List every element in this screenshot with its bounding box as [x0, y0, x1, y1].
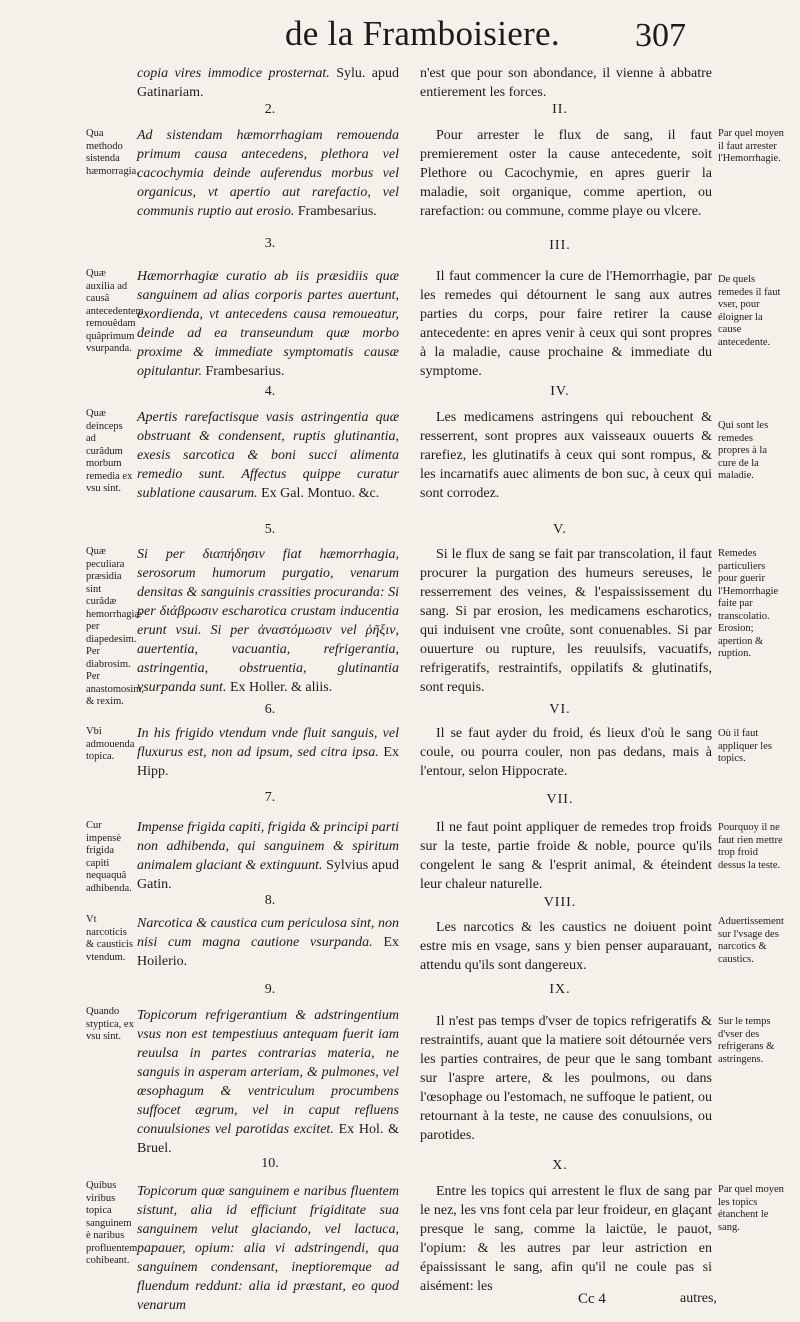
latin-section-10 [137, 1182, 399, 1315]
latin-text-9: Topicorum refrigerantium & adstringentium vsus non est tempestiuus antequam fuerit iam reuulsa in partes contrarias materia, ne sanguis in asperam arteriam, & pulmones, vel œsophagum & ventriculum procumbens suffocet ægrum, vel in caput refluens conuulsiones vel parotidas excitet. [137, 1008, 399, 1137]
latin-source-3: Frambesarius. [201, 364, 285, 379]
left-marginal-note: Quæ peculiara præsidia sint curâdæ hemorrhagiæ per diapedesim. Per diabrosim. Per anastomosim, & rexim. [86, 546, 145, 707]
signature-mark: Cc 4 [578, 1291, 606, 1307]
latin-number-7: 7. [264, 790, 276, 805]
left-marginal-note: Vt narcoticis & causticis vtendum. [86, 914, 133, 963]
french-number-5: V. [553, 522, 567, 537]
latin-source-2: Frambesarius. [294, 204, 377, 219]
latin-number-6: 6. [264, 702, 276, 717]
french-number-9: IX. [549, 982, 571, 997]
french-number-6: VI. [549, 702, 571, 717]
latin-number-3: 3. [264, 236, 276, 251]
latin-intro-text: copia vires immodice prosternat. [137, 66, 330, 81]
latin-source-5: Ex Holler. & aliis. [226, 680, 333, 695]
left-marginal-note: Cur impensè frigida capiti nequaquâ adhibenda. [86, 820, 132, 894]
latin-source-4: Ex Gal. Montuo. &c. [257, 486, 380, 501]
latin-text-3: Hæmorrhagiæ curatio ab iis præsidiis quæ sanguinem ad alias corporis partes auertunt, exordienda, vt antecedens causa remoueatur, deinde ad ea transeundum quæ morbo proxime & immediate symptomatis causæ opitulantur. [137, 269, 399, 379]
latin-number-8: 8. [264, 893, 276, 908]
latin-number-9: 9. [264, 982, 276, 997]
right-marginal-note: Aduertissement sur l'vsage des narcotics & caustics. [718, 916, 784, 965]
french-section-7: Il ne faut point appliquer de remedes trop froids sur la teste, partie froide & noble, pource qu'ils congelent le sang & l'esprit animal, & éteindent leur chaleur naturelle. [420, 820, 712, 892]
left-marginal-note: Qua methodo sistenda hæmorragia. [86, 128, 139, 177]
catchword: autres, [680, 1291, 717, 1306]
latin-number-4: 4. [264, 384, 276, 399]
french-number-3: III. [549, 238, 571, 253]
right-marginal-note: Où il faut appliquer les topics. [718, 728, 772, 764]
left-marginal-note: Quæ auxilia ad causâ antecedentem remouêdam quâprimum vsurpanda. [86, 268, 144, 354]
right-marginal-note: Pourquoy il ne faut rien mettre trop froid dessus la teste. [718, 822, 783, 871]
french-section-5: Si le flux de sang se fait par transcolation, il faut procurer la purgation des humeurs sereuses, le resserrement des veines, & l'espaississement du sang. Si par erosion, les medicamens escharotics, qui induisent vne croûte, sont conuenables. Si par ouuerture ou rupture, les reuulsifs, vacuatifs, refrigeratifs, restraintifs, oppilatifs & glutinatifs, sont requis. [420, 547, 712, 695]
latin-source-8: Ex Hoilerio. [137, 935, 399, 969]
latin-number-5: 5. [264, 522, 276, 537]
french-section-3: Il faut commencer la cure de l'Hemorrhagie, par les remedes qui détournent le sang aux autres parties du corps, pour faire retirer la cause antecedente: en apres venir à ceux qui sont propres à la maladie, cause prochaine & immediate du symptome. [420, 269, 712, 379]
latin-text-4: Apertis rarefactisque vasis astringentia quæ obstruant & condensent, ruptis glutinantia, exesis sarcotica & boni succi alimenta remedio sunt. Affectus quippe curatur sublatione causarum. [137, 410, 399, 501]
latin-text-10: Topicorum quæ sanguinem e naribus fluentem sistunt, alia id efficiunt frigiditate sua sanguinem velut glaciando, vel lactuca, papauer, opium: alia vi adstringendi, qua sanguinem condensant, ineptioremque ad fluendum reddunt: alia id præstant, eo quod venarum [137, 1184, 399, 1313]
running-title: de la Framboisiere. [285, 14, 560, 53]
latin-section-8 [137, 914, 399, 971]
latin-section-4 [137, 408, 399, 503]
right-marginal-note: Qui sont les remedes propres à la cure de la maladie. [718, 420, 769, 481]
latin-number-2: 2. [264, 102, 276, 117]
latin-intro [137, 64, 399, 102]
latin-section-3 [137, 267, 399, 381]
left-marginal-note: Quæ deinceps ad curâdum morbum remedia ex vsu sint. [86, 408, 133, 494]
french-number-2: II. [552, 102, 568, 117]
french-section-4: Les medicamens astringens qui rebouchent & resserrent, sont propres aux vaisseaux ouuerts & rarefiez, les glutinatifs à ceux qui sont rompus, & les incarnatifs auec aliments de bon suc, à ceux qui sont corrodez. [420, 410, 712, 501]
latin-intro-source: Sylu. apud Gatinariam. [137, 66, 400, 100]
latin-section-7 [137, 818, 399, 894]
latin-text-7: Impense frigida capiti, frigida & principi parti non adhibenda, qui sanguinem & spiritum animalem glaciant & extinguunt. [137, 820, 399, 873]
french-section-9: Il n'est pas temps d'vser de topics refrigeratifs & restraintifs, auant que la matiere soit détournée vers les parties contraires, de peur que le sang tombant sur l'aspre artere, & les poulmons, ou dans l'œsophage ou l'estomach, ne suffoque le patient, ou retournant à la teste, ne cause des conuulsions, ou parotides. [420, 1014, 712, 1143]
latin-text-2: Ad sistendam hæmorrhagiam remouenda primum causa antecedens, plethora vel cacochymia deinde auferendus morbus vel organicus, vt apertio aut rarefactio, vel communis ruptio aut erosio. [137, 128, 399, 219]
french-number-4: IV. [550, 384, 570, 399]
latin-section-6 [137, 724, 399, 781]
right-marginal-note: Par quel moyen les topics étanchent le sang. [718, 1184, 784, 1233]
french-section-6: Il se faut ayder du froid, és lieux d'où le sang coule, ou pourra couler, non pas dedans, mais à l'entour, selon Hippocrate. [420, 726, 712, 779]
latin-section-5 [137, 545, 399, 697]
left-marginal-note: Vbi admouenda topica. [86, 726, 135, 762]
latin-section-9 [137, 1006, 399, 1158]
left-marginal-note: Quando styptica, ex vsu sint. [86, 1006, 134, 1042]
right-marginal-note: Sur le temps d'vser des refrigerans & astringens. [718, 1016, 775, 1065]
latin-source-9: Ex Hol. & Bruel. [137, 1122, 399, 1156]
left-marginal-note: Quibus viribus topica sanguinem è naribus profluentem cohibeant. [86, 1180, 138, 1266]
french-section-2: Pour arrester le flux de sang, il faut premierement oster la cause antecedente, soit Plethore ou Cacochymie, en apres guerir la maladie, soit organique, comme apertion, ou rarefaction: ou commune, comme playe ou vlcere. [420, 128, 712, 219]
french-number-8: VIII. [543, 895, 577, 910]
latin-number-10: 10. [261, 1156, 279, 1171]
french-number-10: X. [552, 1158, 568, 1173]
right-marginal-note: Remedes particuliers pour guerir l'Hemorrhagie faite par transcolatio. Erosion; apertion & ruption. [718, 548, 779, 659]
latin-source-7: Sylvius apud Gatin. [137, 858, 399, 892]
french-intro: n'est que pour son abondance, il vienne à abbatre entierement les forces. [420, 66, 712, 100]
latin-text-5: Si per διαπήδησιν fiat hæmorrhagia, serosorum humorum purgatio, venarum densitas & sanguinis crassities procuranda: Si per διάβρωσιν escharotica crustam inducentia erunt vsui. Si per ἀναστόμωσιν vel ῥῆξιν, auertentia, vacuantia, refrigerantia, astringentia, obstruentia, glutinantia vsurpanda sunt. [137, 547, 399, 695]
latin-text-6: In his frigido vtendum vnde fluit sanguis, vel fluxurus est, non ad ipsum, sed citra ipsa. [137, 726, 399, 760]
right-marginal-note: Par quel moyen il faut arrester l'Hemorrhagie. [718, 128, 784, 164]
right-marginal-note: De quels remedes il faut vser, pour éloigner la cause antecedente. [718, 274, 781, 348]
french-section-8: Les narcotics & les caustics ne doiuent point estre mis en vsage, sans y bien penser auparauant, attendu qu'ils sont dangereux. [420, 920, 712, 973]
latin-text-8: Narcotica & caustica cum periculosa sint, non nisi cum magna cautione vsurpanda. [137, 916, 399, 950]
latin-source-6: Ex Hipp. [137, 745, 399, 779]
latin-section-2 [137, 126, 399, 221]
french-number-7: VII. [546, 792, 574, 807]
french-section-10: Entre les topics qui arrestent le flux de sang par le nez, les vns font cela par leur froideur, en glaçant presque le sang, comme la laictüe, le pauot, l'opium: & les autres par leur astriction en épaississant le sang, afin qu'il ne coule pas si aisément: les [420, 1184, 712, 1294]
page-number: 307 [635, 17, 686, 54]
